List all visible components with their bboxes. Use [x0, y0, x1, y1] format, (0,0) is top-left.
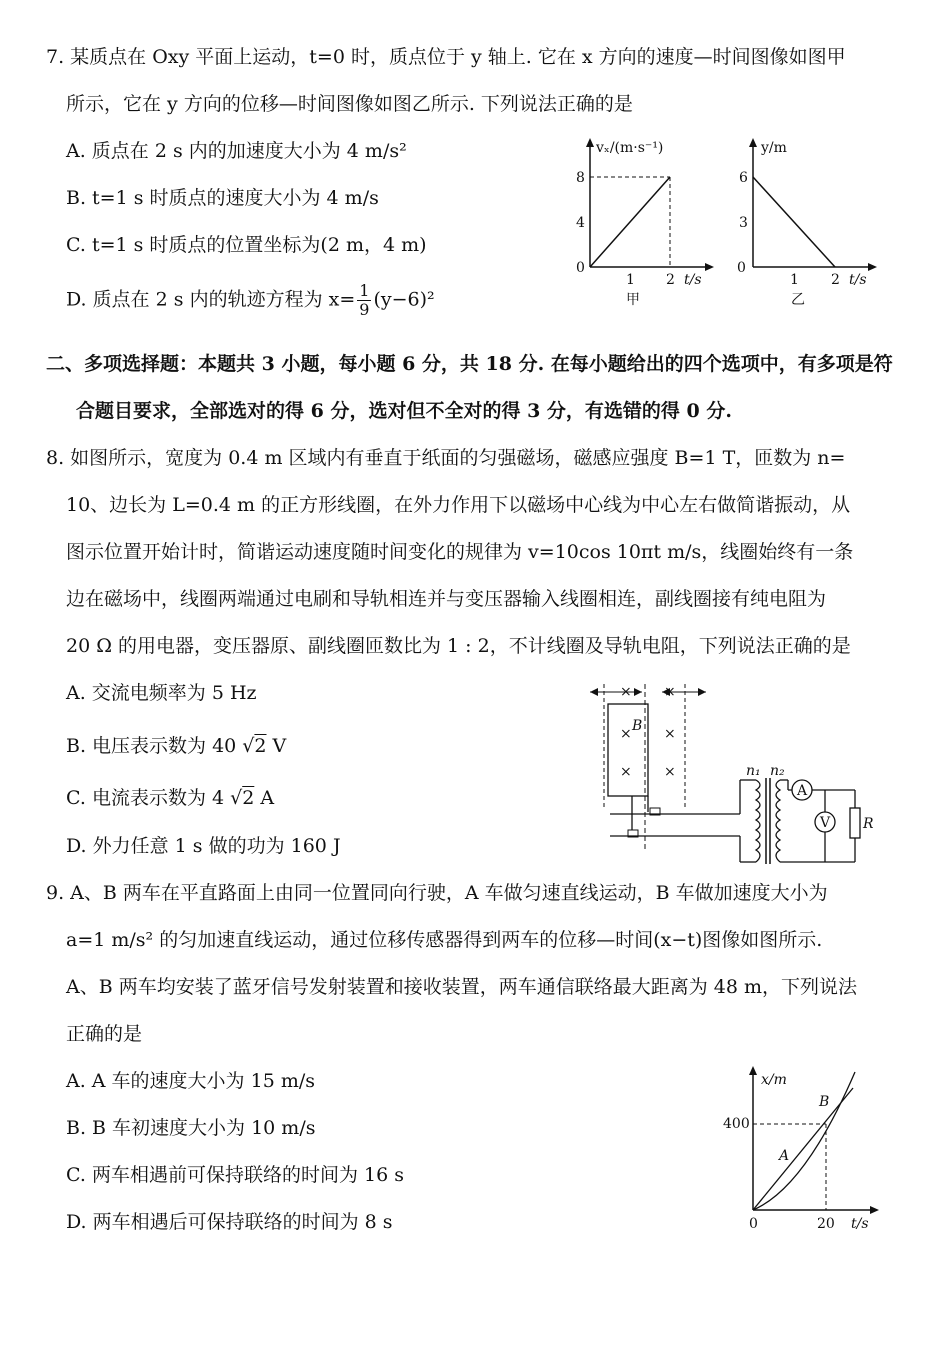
q7-stem-line-1: 7. 某质点在 Oxy 平面上运动，t=0 时，质点位于 y 轴上. 它在 x 方向的速度—时间图像如图甲	[46, 46, 846, 68]
field-cross: ×	[620, 684, 632, 700]
label-a: A	[779, 1148, 790, 1164]
q7-figure-jia	[560, 132, 720, 312]
xtick-1: 1	[626, 272, 635, 288]
field-cross: ×	[664, 764, 676, 780]
q9-option-a: A. A 车的速度大小为 15 m/s	[66, 1070, 315, 1092]
q9-stem-line-2: a=1 m/s² 的匀加速直线运动，通过位移传感器得到两车的位移—时间(x−t)图像如图所示.	[66, 929, 823, 951]
q7-option-d-suffix: (y−6)²	[373, 288, 435, 311]
y-axis-label: y/m	[761, 140, 787, 156]
section2-heading-line-1: 二、多项选择题：本题共 3 小题，每小题 6 分，共 18 分. 在每小题给出的四个选项中，有多项是符	[46, 353, 893, 375]
q7-option-c: C. t=1 s 时质点的位置坐标为(2 m，4 m)	[66, 234, 427, 256]
x-axis-label: t/s	[849, 272, 867, 288]
q7-option-d-prefix: D. 质点在 2 s 内的轨迹方程为 x=	[66, 288, 356, 311]
ammeter-label: A	[797, 783, 808, 799]
q8-option-d: D. 外力任意 1 s 做的功为 160 J	[66, 835, 341, 857]
arrowhead	[634, 688, 642, 696]
origin-label: 0	[749, 1216, 758, 1232]
ytick-3: 3	[739, 215, 748, 231]
q9-xt-figure	[715, 1060, 890, 1240]
y-axis-arrow	[749, 1066, 757, 1075]
x-axis-label: t/s	[684, 272, 702, 288]
q7-option-b: B. t=1 s 时质点的速度大小为 4 m/s	[66, 187, 379, 209]
voltmeter-label: V	[820, 815, 831, 831]
q8-option-c-radicand: 2	[242, 787, 255, 809]
q9-option-c: C. 两车相遇前可保持联络的时间为 16 s	[66, 1164, 404, 1186]
q8-option-b	[66, 733, 286, 759]
q8-option-c-prefix: C. 电流表示数为 4 √	[66, 787, 243, 809]
q7-option-d	[66, 282, 435, 319]
ytick-6: 6	[739, 170, 748, 186]
y-axis-arrow	[586, 138, 594, 147]
arrowhead	[590, 688, 598, 696]
q9-option-d: D. 两车相遇后可保持联络的时间为 8 s	[66, 1211, 393, 1233]
velocity-line	[590, 177, 670, 267]
field-cross: ×	[620, 764, 632, 780]
resistor-label: R	[863, 816, 874, 832]
curve-b	[753, 1072, 855, 1210]
q8-stem-line-1: 8. 如图所示，宽度为 0.4 m 区域内有垂直于纸面的匀强磁场，磁感应强度 B=1 T，匝数为 n=	[46, 447, 846, 469]
ytick-4: 4	[576, 215, 585, 231]
x-axis-arrow	[868, 263, 877, 271]
x-axis-arrow	[870, 1206, 879, 1214]
ytick-400: 400	[723, 1116, 750, 1132]
q9-stem-line-1: 9. A、B 两车在平直路面上由同一位置同向行驶，A 车做匀速直线运动，B 车做加速度大小为	[46, 882, 828, 904]
x-axis-label: t/s	[851, 1216, 869, 1232]
arrowhead	[698, 688, 706, 696]
q8-option-a: A. 交流电频率为 5 Hz	[66, 682, 257, 704]
xtick-2: 2	[831, 272, 840, 288]
q8-option-b-suffix: V	[266, 735, 287, 757]
resistor	[850, 808, 860, 838]
q9-stem-line-3: A、B 两车均安装了蓝牙信号发射装置和接收装置，两车通信联络最大距离为 48 m，下列说法	[66, 976, 857, 998]
secondary-winding	[776, 780, 780, 862]
q7-option-a: A. 质点在 2 s 内的加速度大小为 4 m/s²	[66, 140, 407, 162]
q9-option-b: B. B 车初速度大小为 10 m/s	[66, 1117, 316, 1139]
fraction-denominator: 9	[359, 300, 370, 319]
label-n2: n₂	[770, 763, 785, 779]
q8-option-c	[66, 785, 274, 811]
q8-option-b-radicand: 2	[254, 735, 267, 757]
label-n1: n₁	[746, 763, 761, 779]
y-axis-arrow	[749, 138, 757, 147]
ytick-8: 8	[576, 170, 585, 186]
xtick-1: 1	[790, 272, 799, 288]
label-b: B	[819, 1094, 830, 1110]
q8-stem-line-3: 图示位置开始计时，简谐运动速度随时间变化的规律为 v=10cos 10πt m/s，线圈始终有一条	[66, 541, 854, 563]
field-label-b: B	[632, 718, 643, 734]
field-cross: ×	[664, 726, 676, 742]
q8-circuit-figure	[580, 680, 880, 870]
field-cross: ×	[664, 684, 676, 700]
q8-option-c-suffix: A	[254, 787, 275, 809]
xtick-2: 2	[666, 272, 675, 288]
q9-stem-line-4: 正确的是	[66, 1023, 143, 1045]
displacement-line	[753, 177, 835, 267]
field-cross: ×	[620, 726, 632, 742]
q8-stem-line-2: 10、边长为 L=0.4 m 的正方形线圈，在外力作用下以磁场中心线为中心左右做简谐振动，从	[66, 494, 851, 516]
q8-stem-line-5: 20 Ω 的用电器，变压器原、副线圈匝数比为 1 : 2，不计线圈及导轨电阻，下列说法正确的是	[66, 635, 851, 657]
q7-figure-yi	[725, 132, 885, 312]
section2-heading-line-2: 合题目要求，全部选对的得 6 分，选对但不全对的得 3 分，有选错的得 0 分.	[76, 400, 732, 422]
y-axis-label: x/m	[761, 1072, 787, 1088]
primary-winding	[756, 780, 760, 862]
x-axis-arrow	[705, 263, 714, 271]
q8-option-b-prefix: B. 电压表示数为 40 √	[66, 735, 255, 757]
figure-caption: 甲	[626, 292, 640, 308]
figure-caption: 乙	[791, 292, 805, 308]
q7-stem-line-2: 所示，它在 y 方向的位移—时间图像如图乙所示. 下列说法正确的是	[66, 93, 633, 115]
y-axis-label: vₓ/(m·s⁻¹)	[596, 140, 664, 156]
fraction-numerator: 1	[359, 281, 370, 300]
q7-option-d-fraction	[357, 282, 371, 319]
line-a	[753, 1088, 853, 1210]
xtick-20: 20	[817, 1216, 835, 1232]
origin-label: 0	[576, 260, 585, 276]
origin-label: 0	[737, 260, 746, 276]
q8-stem-line-4: 边在磁场中，线圈两端通过电刷和导轨相连并与变压器输入线圈相连，副线圈接有纯电阻为	[66, 588, 827, 610]
